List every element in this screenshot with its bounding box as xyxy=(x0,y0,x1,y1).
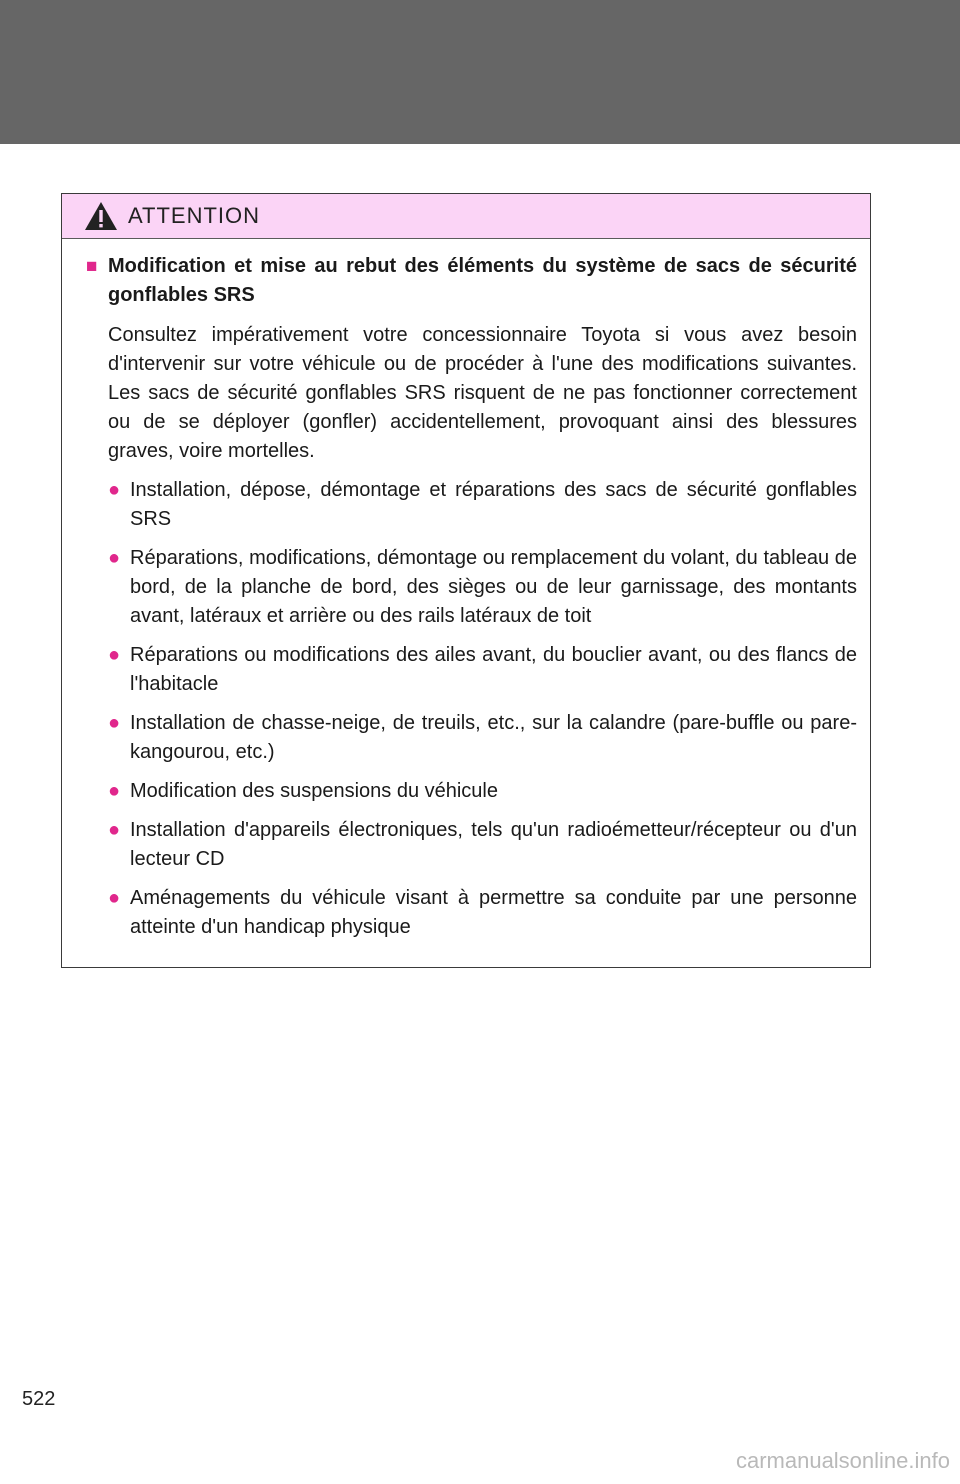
caution-body xyxy=(62,239,870,942)
list-item xyxy=(86,476,857,534)
list-item-text: Modification des suspensions du véhicule xyxy=(130,780,498,802)
list-item-text: Aménagements du véhicule visant à permettre sa conduite par une personne atteinte d'un handicap physique xyxy=(130,887,857,938)
list-item-text: Réparations ou modifications des ailes avant, du bouclier avant, ou des flancs de l'habitacle xyxy=(130,644,857,695)
round-bullet-icon: ● xyxy=(108,479,121,501)
header-band xyxy=(0,0,960,144)
list-item xyxy=(86,777,857,806)
round-bullet-icon: ● xyxy=(108,887,121,909)
round-bullet-icon: ● xyxy=(108,780,121,802)
caution-box xyxy=(61,193,871,968)
list-item xyxy=(86,816,857,874)
watermark: carmanualsonline.info xyxy=(735,1448,950,1473)
round-bullet-icon: ● xyxy=(108,644,121,666)
square-bullet-icon: ■ xyxy=(86,256,98,277)
warning-triangle-icon xyxy=(84,201,118,231)
caution-header xyxy=(62,194,870,239)
list-item xyxy=(86,884,857,942)
list-item xyxy=(86,709,857,767)
round-bullet-icon: ● xyxy=(108,712,121,734)
list-item-text: Installation de chasse-neige, de treuils, etc., sur la calandre (pare-buffle ou pare-kangourou, etc.) xyxy=(130,712,857,763)
caution-title: ATTENTION xyxy=(128,203,261,228)
list-item-text: Installation d'appareils électroniques, tels qu'un radioémetteur/récepteur ou d'un lecteur CD xyxy=(130,819,857,870)
section-heading xyxy=(86,252,857,310)
list-item-text: Installation, dépose, démontage et réparations des sacs de sécurité gonflables SRS xyxy=(130,479,857,530)
section-heading-text: Modification et mise au rebut des éléments du système de sacs de sécurité gonflables SRS xyxy=(108,255,857,306)
list-item xyxy=(86,544,857,631)
round-bullet-icon: ● xyxy=(108,819,121,841)
page-number: 522 xyxy=(22,1388,56,1410)
intro-paragraph: Consultez impérativement votre concessionnaire Toyota si vous avez besoin d'intervenir sur votre véhicule ou de procéder à l'une des modifications suivantes. Les sacs de sécurité gonflables SRS risquent de ne pas fonctionner correctement ou de se déployer (gonfler) accidentellement, provoquant ainsi des blessures graves, voire mortelles. xyxy=(108,324,857,462)
round-bullet-icon: ● xyxy=(108,547,121,569)
list-item-text: Réparations, modifications, démontage ou remplacement du volant, du tableau de bord, de la planche de bord, des sièges ou de leur garnissage, des montants avant, latéraux et arrière ou des rails latéraux de toit xyxy=(130,547,857,627)
list-item xyxy=(86,641,857,699)
